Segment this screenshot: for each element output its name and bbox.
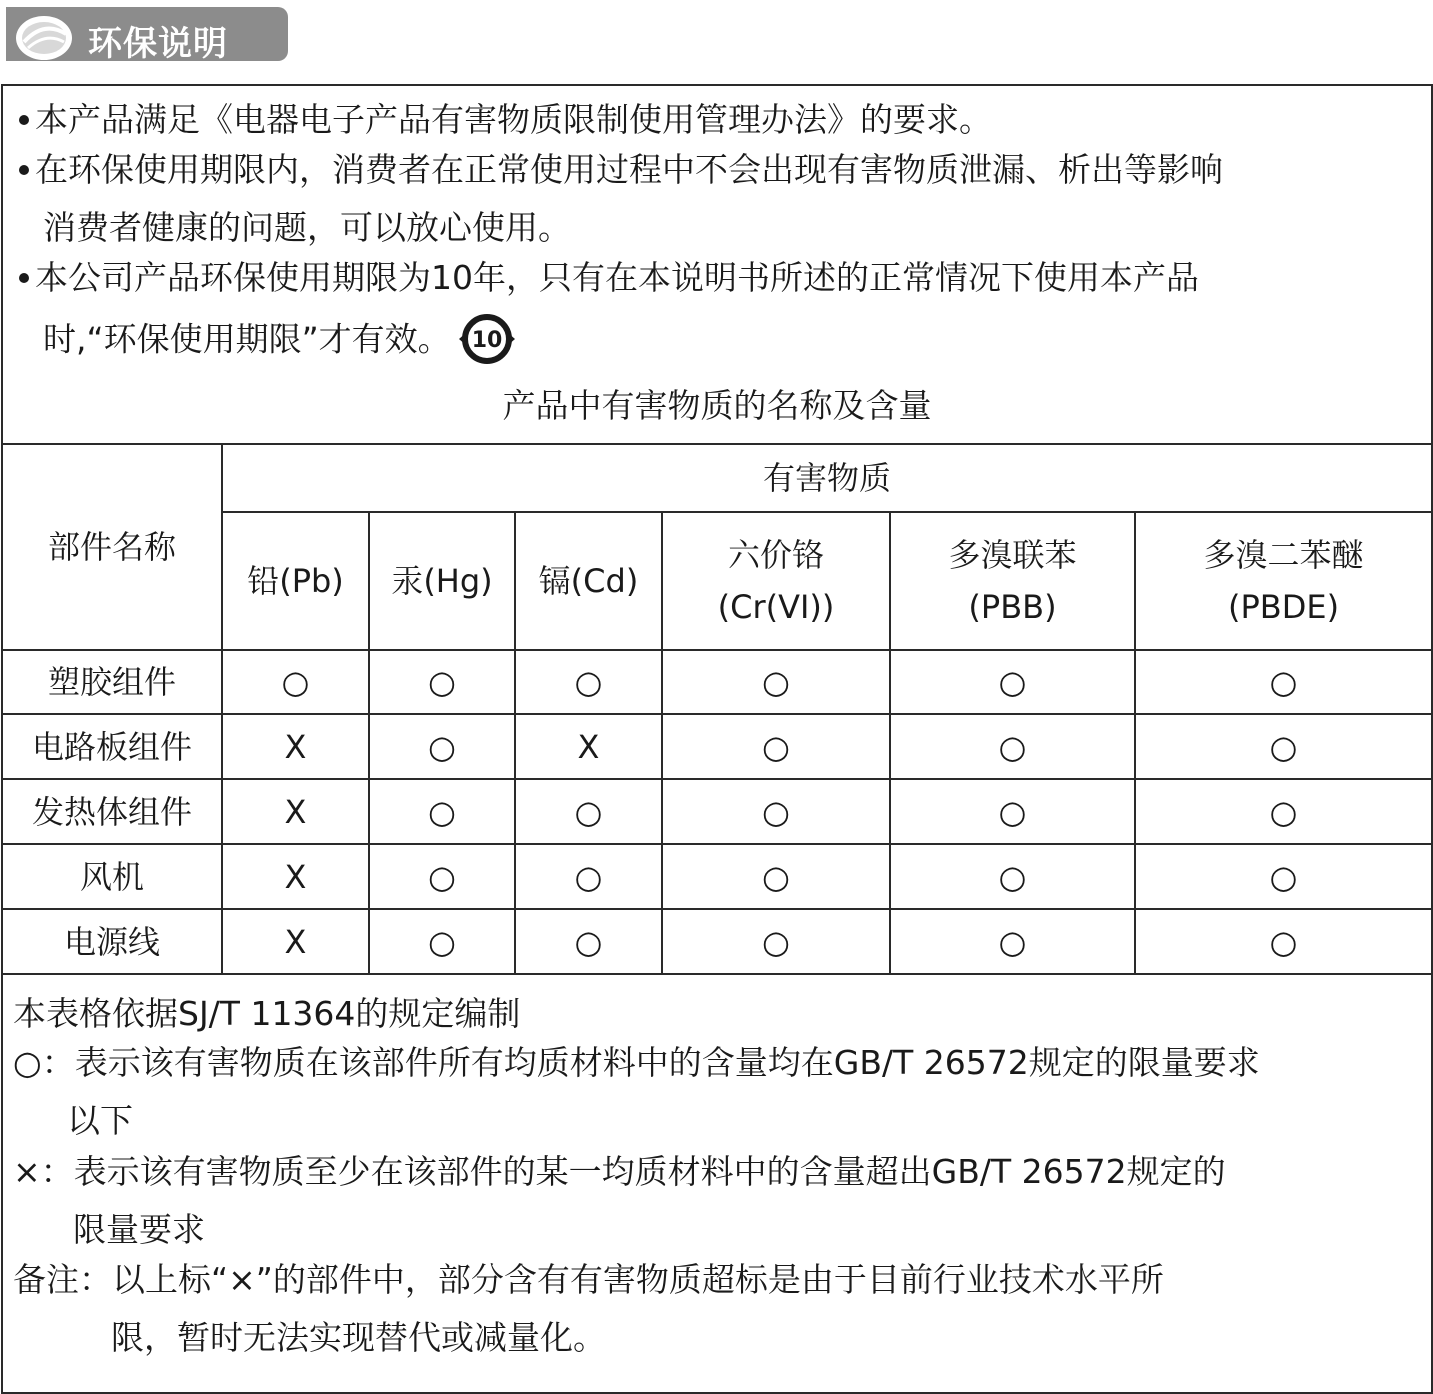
part-name-header: 部件名称	[3, 444, 222, 650]
part-name: 电路板组件	[3, 714, 222, 779]
substance-mark: ○	[662, 714, 890, 779]
table-row	[3, 650, 1431, 714]
substance-mark: ○	[369, 650, 515, 714]
substance-mark: ○	[1135, 909, 1431, 974]
intro-item-2-continued: 消费者健康的问题，可以放心使用。	[43, 208, 571, 247]
bullet-icon	[19, 115, 29, 125]
circle-legend: ○：表示该有害物质在该部件所有均质材料中的含量均在GB/T 26572规定的限量要求	[13, 1043, 1260, 1082]
substance-mark: ○	[515, 779, 662, 844]
substance-mark: ○	[1135, 714, 1431, 779]
table-row	[3, 714, 1431, 779]
substance-mark: ○	[515, 650, 662, 714]
environmental-period-10-icon	[455, 314, 519, 364]
cross-legend: ×：表示该有害物质至少在该部件的某一均质材料中的含量超出GB/T 26572规定的	[13, 1152, 1226, 1191]
part-name: 发热体组件	[3, 779, 222, 844]
substance-mark: ○	[890, 714, 1135, 779]
substance-mark: X	[222, 779, 369, 844]
column-header-cd: 镉(Cd)	[515, 512, 662, 650]
leaf-logo-icon	[14, 12, 76, 62]
substance-mark: ○	[222, 650, 369, 714]
remark-note-continued: 限，暂时无法实现替代或减量化。	[111, 1318, 606, 1357]
table-basis-note: 本表格依据SJ/T 11364的规定编制	[13, 994, 521, 1033]
substance-mark: ○	[1135, 844, 1431, 909]
substance-mark: ○	[369, 779, 515, 844]
table-row	[3, 844, 1431, 909]
remark-note: 备注：以上标“×”的部件中，部分含有有害物质超标是由于目前行业技术水平所	[13, 1260, 1164, 1299]
substance-mark: ○	[662, 650, 890, 714]
substance-mark: ○	[515, 844, 662, 909]
substance-mark: X	[222, 909, 369, 974]
cross-legend-continued: 限量要求	[73, 1210, 205, 1249]
section-title: 环保说明	[88, 24, 228, 64]
substance-mark: ○	[369, 844, 515, 909]
intro-item-3: 本公司产品环保使用期限为10年，只有在本说明书所述的正常情况下使用本产品	[19, 258, 1199, 298]
substance-mark: ○	[515, 909, 662, 974]
part-name: 塑胶组件	[3, 650, 222, 714]
intro-item-1: 本产品满足《电器电子产品有害物质限制使用管理办法》的要求。	[19, 100, 992, 140]
intro-item-2: 在环保使用期限内，消费者在正常使用过程中不会出现有害物质泄漏、析出等影响	[19, 150, 1223, 190]
substance-mark: X	[222, 714, 369, 779]
hazardous-substance-header: 有害物质	[222, 444, 1431, 512]
substance-mark: ○	[662, 844, 890, 909]
substance-mark: X	[515, 714, 662, 779]
hazardous-substance-table	[3, 443, 1431, 975]
substance-mark: X	[222, 844, 369, 909]
column-header-hg: 汞(Hg)	[369, 512, 515, 650]
substance-mark: ○	[662, 909, 890, 974]
part-name: 风机	[3, 844, 222, 909]
environmental-statement-box	[1, 84, 1433, 1394]
substance-mark: ○	[890, 844, 1135, 909]
column-header-pbb: 多溴联苯 (PBB)	[890, 512, 1135, 650]
substance-mark: ○	[369, 714, 515, 779]
substance-mark: ○	[662, 779, 890, 844]
substance-mark: ○	[890, 779, 1135, 844]
substance-mark: ○	[1135, 779, 1431, 844]
table-row	[3, 909, 1431, 974]
circle-legend-continued: 以下	[67, 1101, 133, 1140]
part-name: 电源线	[3, 909, 222, 974]
section-header-tab	[6, 7, 288, 64]
table-row	[3, 779, 1431, 844]
substance-mark: ○	[1135, 650, 1431, 714]
substance-mark: ○	[890, 909, 1135, 974]
table-caption: 产品中有害物质的名称及含量	[502, 386, 932, 425]
bullet-icon	[19, 165, 29, 175]
bullet-icon	[19, 273, 29, 283]
column-header-cr6: 六价铬 (Cr(VI))	[662, 512, 890, 650]
column-header-pb: 铅(Pb)	[222, 512, 369, 650]
intro-item-3-continued: 时,“环保使用期限”才有效。 10	[43, 316, 519, 366]
period-mark-text: 10	[471, 328, 502, 353]
substance-mark: ○	[369, 909, 515, 974]
substance-mark: ○	[890, 650, 1135, 714]
column-header-pbde: 多溴二苯醚 (PBDE)	[1135, 512, 1431, 650]
